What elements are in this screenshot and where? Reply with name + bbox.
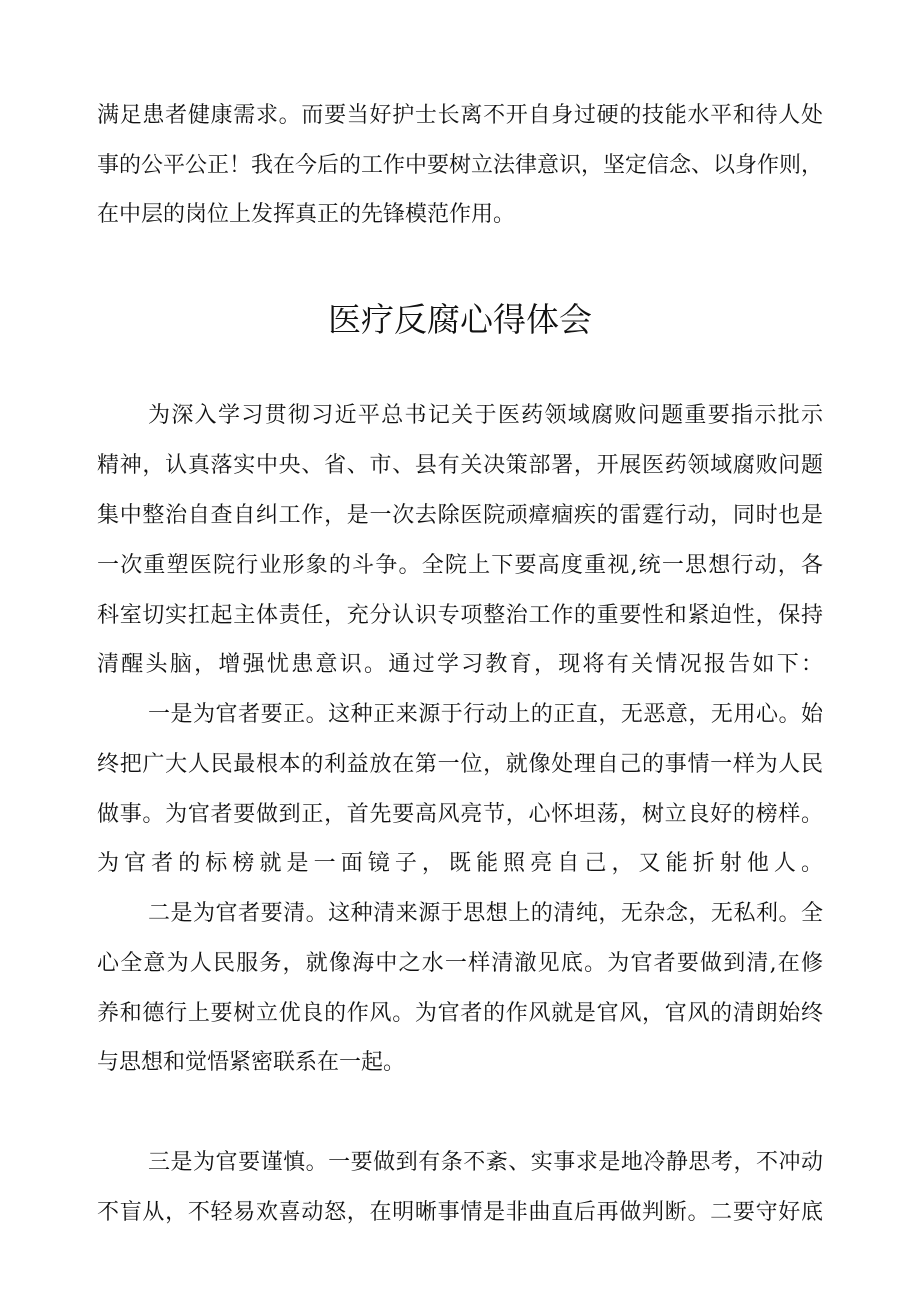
paragraph-line: 二是为官者要清。这种清来源于思想上的清纯，无杂念，无私利。全 (148, 901, 824, 926)
paragraph-line: 养和德行上要树立优良的作风。为官者的作风就是官风，官风的清朗始终 (97, 1001, 824, 1026)
continued-paragraph-line: 事的公平公正！我在今后的工作中要树立法律意识，坚定信念、以身作则， (97, 153, 824, 178)
paragraph-line: 与思想和觉悟紧密联系在一起。 (97, 1050, 406, 1075)
paragraph-line: 做事。为官者要做到正，首先要高风亮节，心怀坦荡，树立良好的榜样。 (97, 802, 824, 827)
paragraph-line: 为深入学习贯彻习近平总书记关于医药领域腐败问题重要指示批示 (148, 403, 825, 428)
paragraph-line: 不盲从，不轻易欢喜动怒，在明晰事情是非曲直后再做判断。二要守好底 (97, 1200, 824, 1225)
paragraph-line: 清醒头脑，增强忧患意识。通过学习教育，现将有关情况报告如下： (97, 652, 826, 677)
document-title: 医疗反腐心得体会 (328, 300, 592, 339)
paragraph-line: 一是为官者要正。这种正来源于行动上的正直，无恶意，无用心。始 (148, 702, 824, 727)
continued-paragraph-line: 在中层的岗位上发挥真正的先锋模范作用。 (97, 202, 516, 227)
continued-paragraph-line: 满足患者健康需求。而要当好护士长离不开自身过硬的技能水平和待人处 (97, 103, 824, 128)
paragraph-line: 为官者的标榜就是一面镜子，既能照亮自己，又能折射他人。 (97, 851, 829, 876)
paragraph-line: 一次重塑医院行业形象的斗争。全院上下要高度重视,统一思想行动，各 (97, 553, 825, 578)
paragraph-line: 三是为官要谨慎。一要做到有条不紊、实事求是地冷静思考，不冲动 (148, 1150, 824, 1175)
paragraph-line: 终把广大人民最根本的利益放在第一位，就像处理自己的事情一样为人民 (97, 752, 824, 777)
paragraph-line: 精神，认真落实中央、省、市、县有关决策部署，开展医药领域腐败问题 (97, 453, 824, 478)
paragraph-line: 科室切实扛起主体责任，充分认识专项整治工作的重要性和紧迫性，保持 (97, 603, 824, 628)
paragraph-line: 心全意为人民服务，就像海中之水一样清澈见底。为官者要做到清,在修 (97, 951, 825, 976)
paragraph-line: 集中整治自查自纠工作，是一次去除医院顽瘴痼疾的雷霆行动，同时也是 (97, 503, 824, 528)
